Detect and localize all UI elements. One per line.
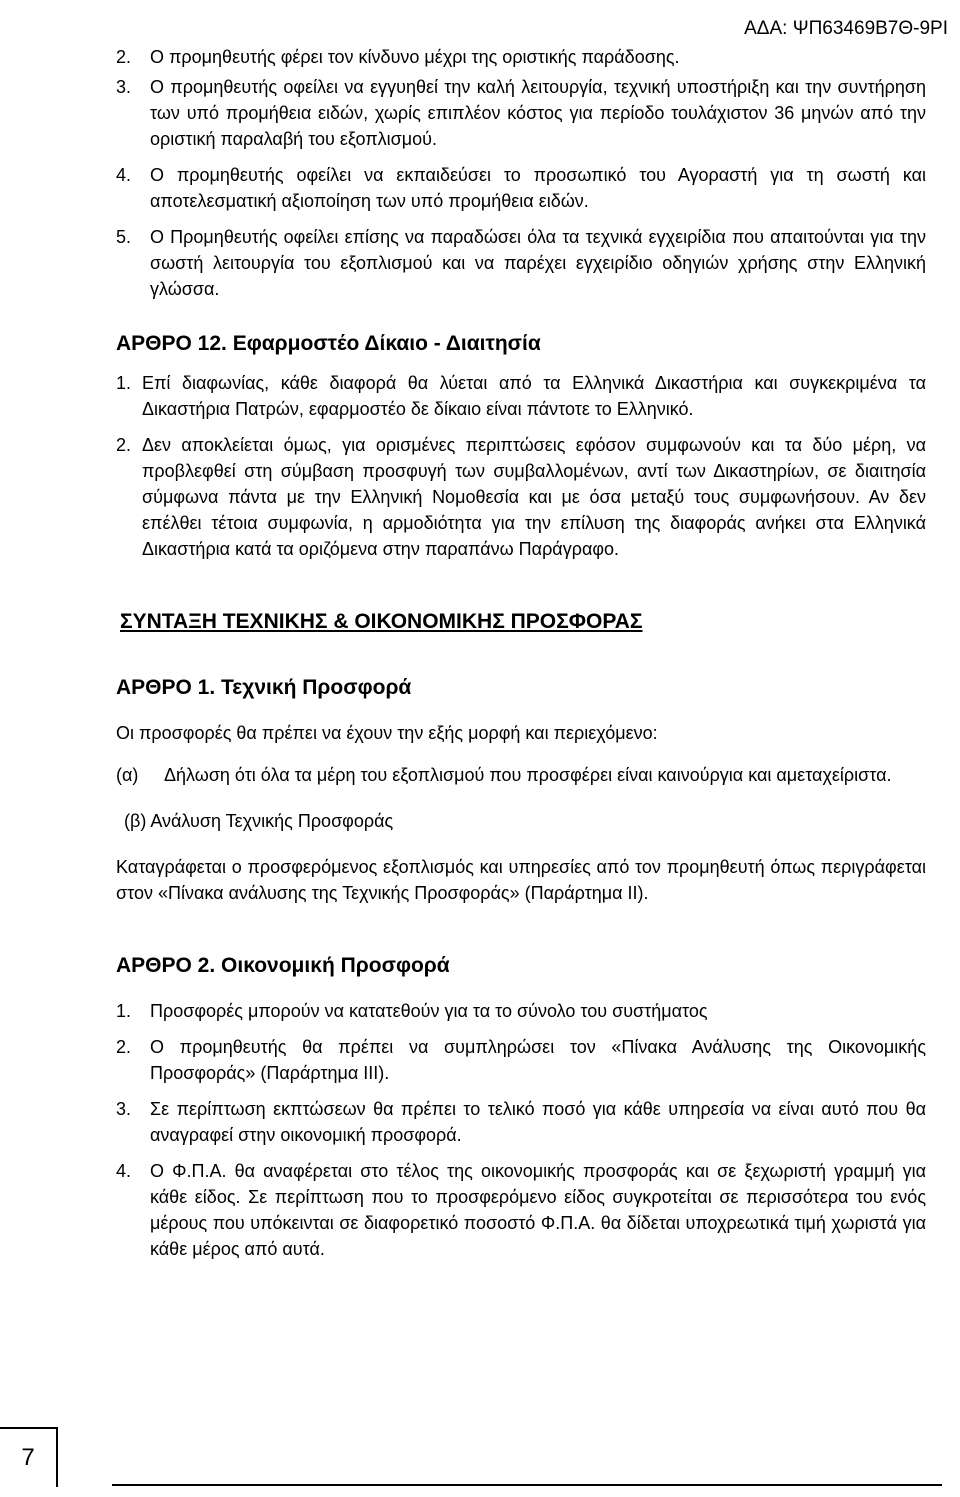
item-text: Ο Προμηθευτής οφείλει επίσης να παραδώσει όλα τα τεχνικά εγχειρίδια που απαιτούνται για την σωστή λειτουργία του εξοπλισμού και να παρέχει εγχειρίδιο οδηγιών χρήσης στην Ελληνική γλώσσα. [150,227,926,299]
item-number: 4. [116,165,132,185]
page-number: 7 [21,1444,35,1471]
item-number: 2. [116,1037,132,1057]
article-1-body: Καταγράφεται ο προσφερόμενος εξοπλισμός και υπηρεσίες από τον προμηθευτή όπως περιγράφεται στον «Πίνακα ανάλυσης της Τεχνικής Προσφοράς» (Παράρτημα ΙΙ). [116,857,926,903]
item-number: 3. [116,1099,132,1119]
item-number: 4. [116,1161,132,1181]
list-item [116,998,926,1024]
item-number: 2. [116,47,132,67]
document-body [116,44,926,1268]
list-item [116,1096,926,1148]
list-item [116,432,926,562]
section-title: ΣΥΝΤΑΞΗ ΤΕΧΝΙΚΗΣ & ΟΙΚΟΝΟΜΙΚΗΣ ΠΡΟΣΦΟΡΑΣ [120,610,643,633]
item-text: Ο προμηθευτής θα πρέπει να συμπληρώσει τον «Πίνακα Ανάλυσης της Οικονομικής Προσφοράς» (Παράρτημα ΙΙΙ). [150,1037,926,1083]
item-text: Ο προμηθευτής οφείλει να εκπαιδεύσει το προσωπικό του Αγοραστή για τη σωστή και αποτελεσματική αξιοποίηση των υπό προμήθεια ειδών. [150,165,926,211]
list-item [116,74,926,152]
article-1-item-b: (β) Ανάλυση Τεχνικής Προσφοράς [124,811,394,831]
page-number-box [0,1427,58,1487]
list-item [116,224,926,302]
footer-rule [112,1484,942,1486]
article-1-intro: Οι προσφορές θα πρέπει να έχουν την εξής μορφή και περιεχόμενο: [116,723,658,743]
item-text: Δεν αποκλείεται όμως, για ορισμένες περιπτώσεις εφόσον συμφωνούν και τα δύο μέρη, να προβλεφθεί στη σύμβαση προσφυγή των συμβαλλομένων, αντί των Δικαστηρίων, σε διαιτησία σύμφωνα πάντα με την Ελληνική Νομοθεσία και με όσα μεταξύ τους συμφωνήσουν. Αν δεν επέλθει τέτοια συμφωνία, η αρμοδιότητα για την επίλυση της διαφοράς ανήκει στα Ελληνικά Δικαστήρια κατά τα οριζόμενα στην παραπάνω Παράγραφο. [142,435,926,559]
item-text: Επί διαφωνίας, κάθε διαφορά θα λύεται από τα Ελληνικά Δικαστήρια και συγκεκριμένα τα Δικαστήρια Πατρών, εφαρμοστέο δε δίκαιο είναι πάντοτε το Ελληνικό. [142,373,926,419]
item-text: Σε περίπτωση εκπτώσεων θα πρέπει το τελικό ποσό για κάθε υπηρεσία να είναι αυτό που θα αναγραφεί στην οικονομική προσφορά. [150,1099,926,1145]
list-item [116,1034,926,1086]
item-label: (α) [116,765,139,785]
item-number: 1. [116,1001,132,1021]
item-number: 1. [116,373,132,393]
item-text: Ο προμηθευτής οφείλει να εγγυηθεί την καλή λειτουργία, τεχνική υποστήριξη και την συντήρηση των υπό προμήθεια ειδών, χωρίς επιπλέον κόστος για περίοδο τουλάχιστον 36 μηνών από την οριστική παραλαβή του εξοπλισμού. [150,77,926,149]
list-item [116,44,926,70]
item-text: Ο Φ.Π.Α. θα αναφέρεται στο τέλος της οικονομικής προσφοράς και σε ξεχωριστή γραμμή για κάθε είδος. Σε περίπτωση που το προσφερόμενο είδος συγκροτείται σε περισσότερα του ενός μέρους που υπόκεινται σε διαφορετικό ποσοστό Φ.Π.Α. θα δίδεται υποχρεωτικά τιμή χωριστά για κάθε μέρος από αυτά. [150,1161,926,1259]
article-1-heading: ΑΡΘΡΟ 1. Τεχνική Προσφορά [116,676,412,699]
item-text: Δήλωση ότι όλα τα μέρη του εξοπλισμού που προσφέρει είναι καινούργια και αμεταχείριστα. [164,765,892,785]
list-item [116,1158,926,1262]
item-text: Ο προμηθευτής φέρει τον κίνδυνο μέχρι της οριστικής παράδοσης. [150,47,680,67]
list-item [116,762,926,788]
item-text: Προσφορές μπορούν να κατατεθούν για τα το σύνολο του συστήματος [150,1001,708,1021]
list-item [116,162,926,214]
article-2-heading: ΑΡΘΡΟ 2. Οικονομική Προσφορά [116,954,450,977]
list-item [116,370,926,422]
article-12-heading: ΑΡΘΡΟ 12. Εφαρμοστέο Δίκαιο - Διαιτησία [116,332,541,355]
ada-code: ΑΔΑ: ΨΠ63469Β7Θ-9ΡΙ [744,18,948,39]
item-number: 3. [116,77,132,97]
item-number: 5. [116,227,132,247]
item-number: 2. [116,435,132,455]
